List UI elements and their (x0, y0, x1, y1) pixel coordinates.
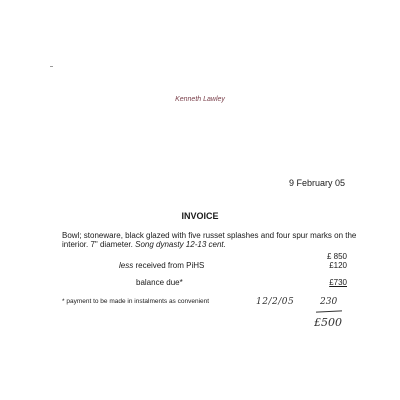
item-description (62, 231, 362, 249)
handwritten-payment: 230 (320, 297, 338, 307)
item-description-period: Song dynasty 12-13 cent. (135, 240, 226, 249)
less-word: less (119, 261, 134, 270)
scan-speck (50, 66, 53, 67)
item-amount: £ 850 (326, 252, 347, 261)
invoice-date: 9 February 05 (288, 178, 345, 188)
invoice-title: INVOICE (181, 211, 219, 221)
sender-name: Kenneth Lawley (175, 96, 225, 103)
less-received-label (119, 261, 204, 270)
less-rest: received from PiHS (133, 261, 205, 270)
balance-due-label: balance due* (136, 278, 183, 287)
item-description-main: Bowl; stoneware, black glazed with five russet splashes and four spur marks on the interior. 7" diameter. (62, 231, 357, 249)
balance-due-amount: £730 (329, 278, 347, 287)
less-received-amount: £120 (329, 261, 347, 270)
payment-note: * payment to be made in instalments as convenient (62, 298, 210, 305)
handwritten-remaining: £500 (314, 316, 342, 329)
handwritten-date: 12/2/05 (256, 297, 295, 307)
handwritten-rule (316, 310, 342, 312)
